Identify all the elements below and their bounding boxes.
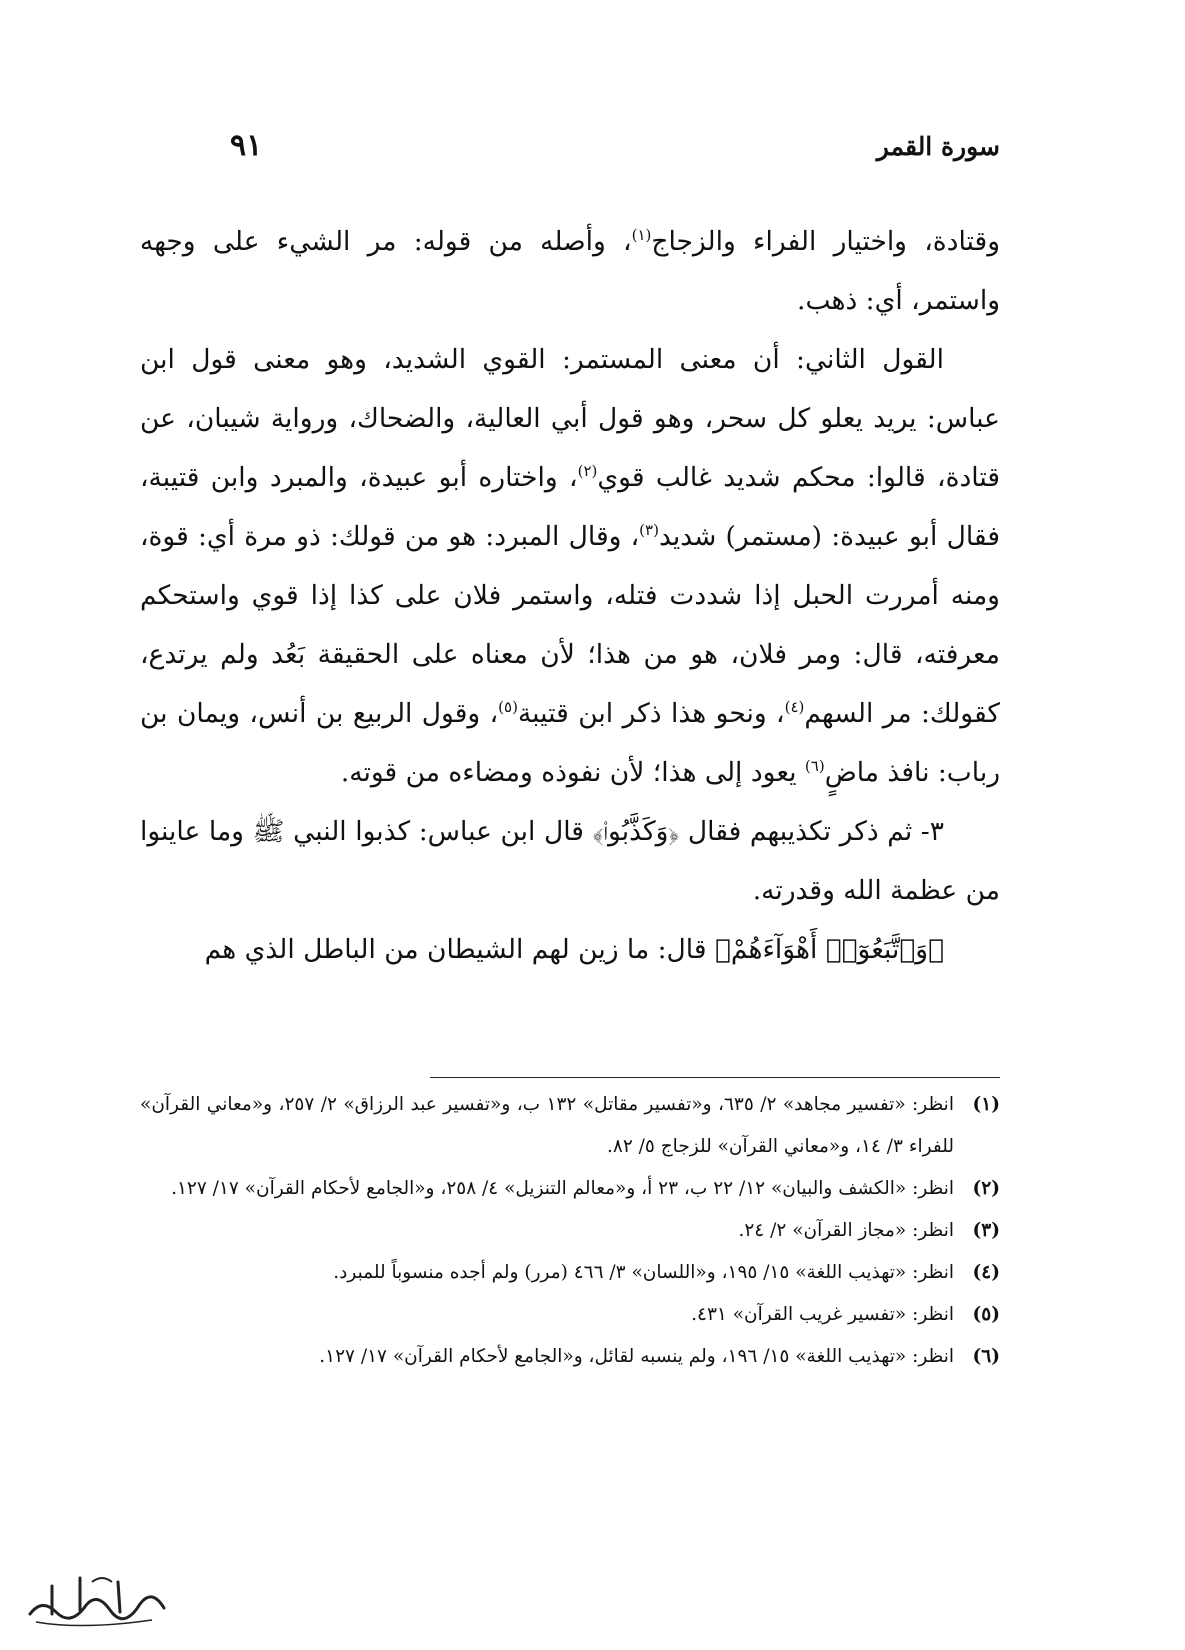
- calligraphy-logo-icon: [22, 1568, 172, 1632]
- text-run: ، وأصله من قوله: مر الشيء على وجهه واستمر، أي: ذهب.: [140, 226, 1000, 316]
- quran-quote: ﴿وَكَذَّبُوا۟﴾: [592, 816, 680, 847]
- footnote-ref: (٣): [639, 521, 659, 540]
- footnote-ref: (٢): [577, 462, 598, 481]
- footnote-text: انظر: «الكشف والبيان» ١٢/ ٢٢ ب، ٢٣ أ، و«معالم التنزيل» ٤/ ٢٥٨، و«الجامع لأحكام القرآن» ١٧/ ١٢٧.: [171, 1178, 954, 1199]
- text-run: يعود إلى هذا؛ لأن نفوذه ومضاءه من قوته.: [340, 757, 805, 788]
- footnote-ref: (٤): [784, 698, 805, 717]
- footnote-number: (٦): [972, 1346, 1000, 1367]
- quran-quote: ﴿وَٱتَّبَعُوٓا۟ أَهْوَآءَهُمْ﴾: [714, 934, 944, 965]
- footnote-text: انظر: «مجاز القرآن» ٢/ ٢٤.: [738, 1220, 954, 1241]
- text-run: القول الثاني: أن معنى المستمر: القوي الشديد، وهو معنى قول ابن عباس: يريد يعلو كل سحر، وهو قول أبي العالية، والضحاك، ورواية شيبان، عن قتادة، قالوا: محكم شديد غالب قوي: [140, 344, 1000, 493]
- footnote-ref: (٦): [804, 757, 825, 776]
- footnote-number: (٥): [972, 1304, 1000, 1325]
- paragraph-3: [140, 802, 1000, 920]
- surah-title: سورة القمر: [876, 132, 1000, 161]
- paragraph-4: [140, 920, 1000, 979]
- text-run: ، واختاره أبو عبيدة، والمبرد وابن قتيبة، فقال أبو عبيدة: (مستمر) شديد: [140, 462, 1000, 552]
- footnote-text: انظر: «تفسير مجاهد» ٢/ ٦٣٥، و«تفسير مقاتل» ١٣٢ ب، و«تفسير عبد الرزاق» ٢/ ٢٥٧، و«معاني القرآن» للفراء ٣/ ١٤، و«معاني القرآن» للزجاج ٥/ ٨٢.: [140, 1094, 954, 1157]
- text-run: ، وقال المبرد: هو من قولك: ذو مرة أي: قوة، ومنه أمررت الحبل إذا شددت فتله، واستمر فلان على كذا إذا قوي واستحكم معرفته، قال: ومر فلان، هو من هذا؛ لأن معناه على الحقيقة بَعُد ولم يرتدع، كقولك: مر السهم: [140, 521, 1000, 729]
- paragraph-2: [140, 330, 1000, 802]
- footnote-3: [140, 1210, 1000, 1252]
- footnotes: [140, 1084, 1000, 1378]
- page-number: ٩١: [230, 128, 263, 163]
- footnote-4: [140, 1252, 1000, 1294]
- footnote-text: انظر: «تهذيب اللغة» ١٥/ ١٩٦، ولم ينسبه لقائل، و«الجامع لأحكام القرآن» ١٧/ ١٢٧.: [319, 1346, 954, 1367]
- text-run: ، ونحو هذا ذكر ابن قتيبة: [517, 698, 785, 729]
- text-run: وقتادة، واختيار الفراء والزجاج: [651, 226, 1001, 257]
- main-text: [140, 212, 1000, 979]
- footnote-1: [140, 1084, 1000, 1168]
- footnote-5: [140, 1294, 1000, 1336]
- page-header: [230, 128, 1000, 172]
- footnote-number: (٣): [972, 1220, 1000, 1241]
- footnote-number: (٤): [972, 1262, 1000, 1283]
- footnote-number: (١): [972, 1094, 1000, 1115]
- text-run: قال ابن عباس: كذبوا النبي ﷺ وما عاينوا من عظمة الله وقدرته.: [140, 816, 1000, 906]
- footnote-6: [140, 1336, 1000, 1378]
- footnote-2: [140, 1168, 1000, 1210]
- footnote-text: انظر: «تهذيب اللغة» ١٥/ ١٩٥، و«اللسان» ٣/ ٤٦٦ (مرر) ولم أجده منسوباً للمبرد.: [333, 1262, 954, 1283]
- footnote-text: انظر: «تفسير غريب القرآن» ٤٣١.: [691, 1304, 954, 1325]
- text-run: قال: ما زين لهم الشيطان من الباطل الذي هم: [204, 934, 715, 965]
- footnote-ref: (٥): [498, 698, 518, 717]
- footnote-number: (٢): [972, 1178, 1000, 1199]
- footnote-ref: (١): [631, 226, 652, 245]
- text-run: ٣- ثم ذكر تكذيبهم فقال: [679, 816, 944, 847]
- paragraph-1: [140, 212, 1000, 330]
- footnote-divider: [430, 1077, 1000, 1078]
- text-run: ، وقول الربيع بن أنس، ويمان بن رباب: نافذ ماضٍ: [140, 698, 1000, 788]
